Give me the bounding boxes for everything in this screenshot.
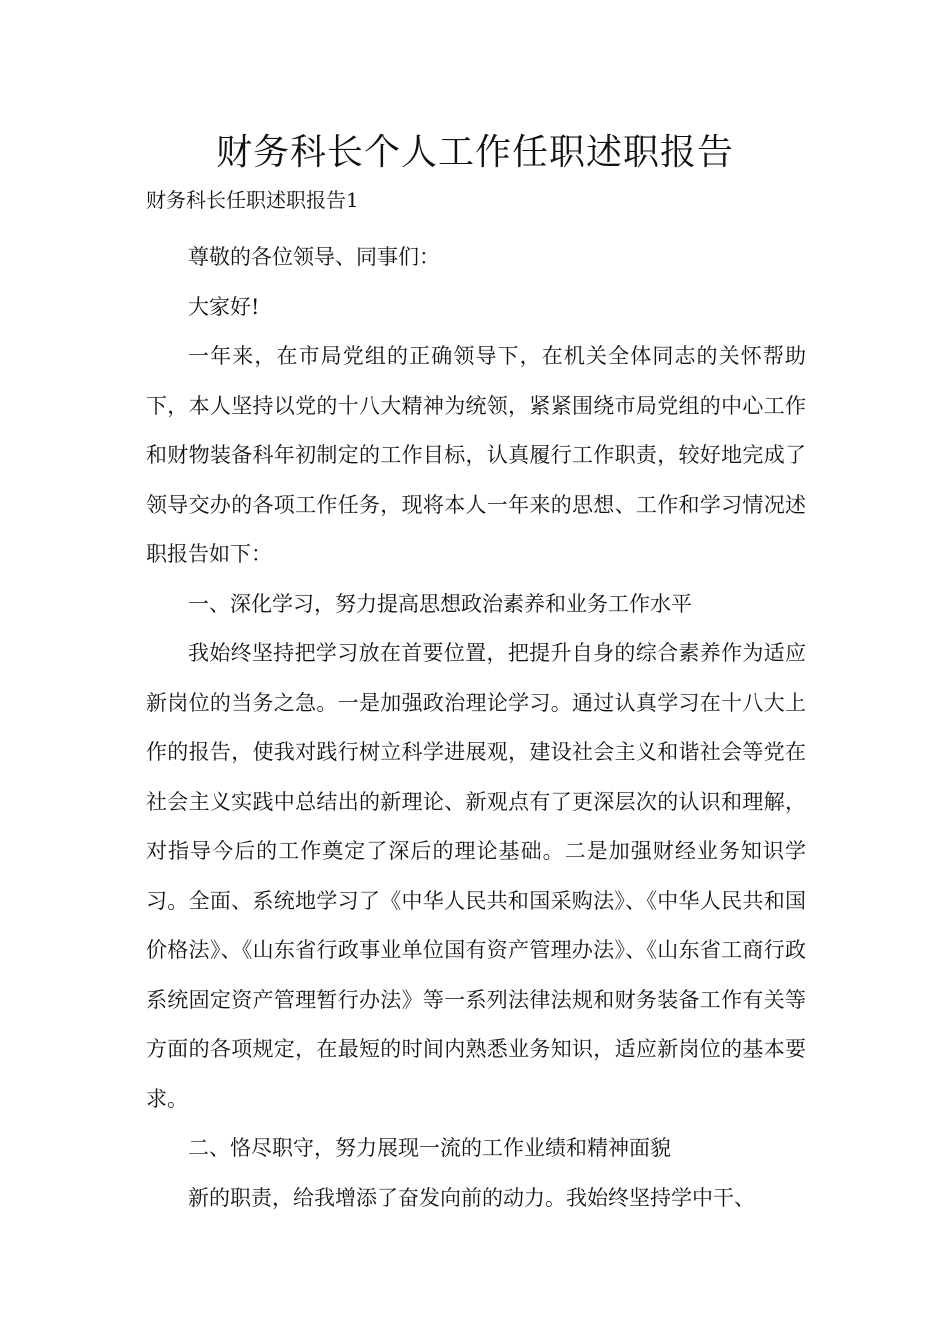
section-1-paragraph: 我始终坚持把学习放在首要位置，把提升自身的综合素养作为适应新岗位的当务之急。一是加强政治理论学习。通过认真学习在十八大上作的报告，使我对践行树立科学进展观，建设社会主义和谐社会等党在社会主义实践中总结出的新理论、新观点有了更深层次的认识和理解，对指导今后的工作奠定了深后的理论基础。二是加强财经业务知识学习。全面、系统地学习了《中华人民共和国采购法》、《中华人民共和国价格法》、《山东省行政事业单位国有资产管理办法》、《山东省工商行政系统固定资产管理暂行办法》等一系列法律法规和财务装备工作有关等方面的各项规定，在最短的时间内熟悉业务知识，适应新岗位的基本要求。: [146, 641, 806, 1111]
document-subtitle: 财务科长任职述职报告1: [146, 188, 359, 212]
section-heading-1: 一、深化学习，努力提高思想政治素养和业务工作水平: [188, 591, 692, 616]
document-body: [146, 233, 806, 1223]
section-2-paragraph: 新的职责，给我增添了奋发向前的动力。我始终坚持学中干、: [188, 1185, 755, 1210]
greeting-paragraph: 大家好!: [188, 294, 260, 319]
intro-paragraph: 一年来，在市局党组的正确领导下，在机关全体同志的关怀帮助下，本人坚持以党的十八大精神为统领，紧紧围绕市局党组的中心工作和财物装备科年初制定的工作目标，认真履行工作职责，较好地完成了领导交办的各项工作任务，现将本人一年来的思想、工作和学习情况述职报告如下：: [146, 344, 806, 566]
document-title: 财务科长个人工作任职述职报告: [215, 132, 734, 173]
salutation-paragraph: 尊敬的各位领导、同事们：: [188, 245, 440, 269]
section-heading-2: 二、恪尽职守，努力展现一流的工作业绩和精神面貌: [188, 1136, 671, 1160]
